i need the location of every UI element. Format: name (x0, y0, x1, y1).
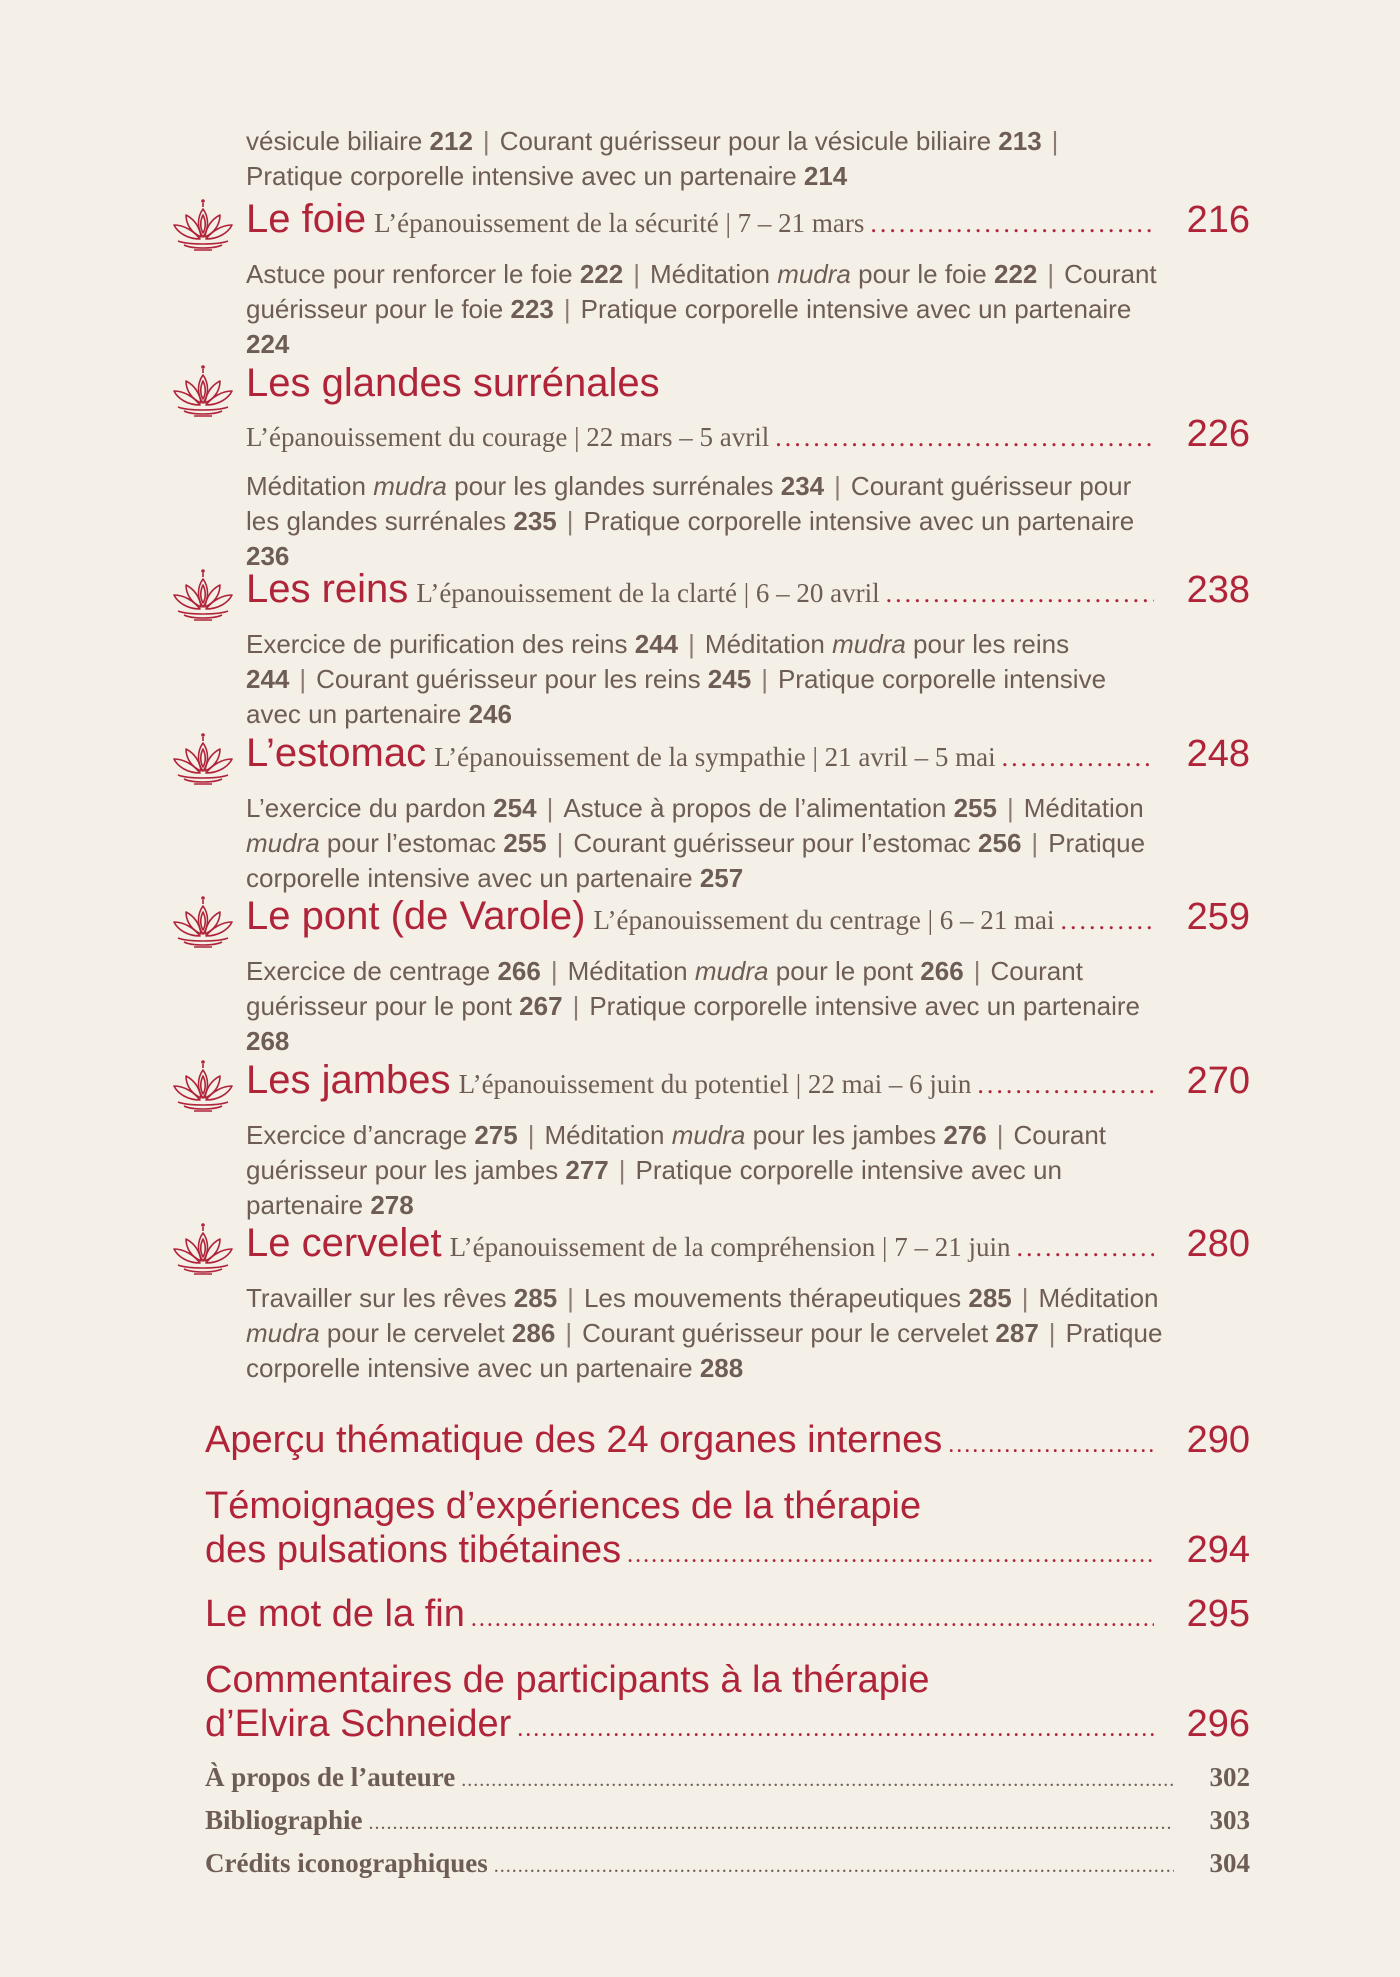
organ-title: Le cervelet (246, 1221, 442, 1265)
detail-italic: mudra (246, 1318, 320, 1348)
detail-page: 285 (513, 1283, 558, 1313)
detail-text: Courant guérisseur pour le foie (246, 259, 1157, 324)
page-number: 304 (1209, 1848, 1250, 1878)
lotus-icon (170, 892, 236, 958)
toc-entry[interactable] (170, 1058, 1250, 1124)
separator: | (550, 956, 558, 986)
organ-title: Le pont (de Varole) (246, 894, 586, 938)
toc-entry[interactable] (170, 361, 1250, 455)
chapter-title: des pulsations tibétaines (205, 1529, 622, 1571)
chapter-title: Le mot de la fin (205, 1593, 465, 1635)
backmatter-entry[interactable] (205, 1762, 1250, 1793)
chapter-title: Commentaires de participants à la thérapie (205, 1659, 930, 1701)
organ-title: Les reins (246, 567, 409, 611)
detail-italic: mudra (777, 259, 851, 289)
page-number: 270 (1186, 1060, 1250, 1102)
detail-text: Exercice de purification des reins (246, 629, 635, 659)
separator: | (1006, 793, 1014, 823)
separator: | (527, 1120, 535, 1150)
chapter-entry[interactable] (205, 1592, 1250, 1641)
backmatter-entry[interactable] (205, 1848, 1250, 1879)
organ-title: L’estomac (246, 731, 427, 775)
backmatter-title: Bibliographie (205, 1805, 363, 1835)
detail-text: pour les jambes (745, 1120, 944, 1150)
toc-entry[interactable] (170, 1221, 1250, 1287)
detail-page: 244 (634, 629, 679, 659)
organ-subtitle: L’épanouissement de la clarté | 6 – 20 avril (416, 578, 880, 608)
detail-page: 276 (943, 1120, 987, 1150)
page-number: 259 (1186, 896, 1250, 938)
intro-continuation (246, 124, 1166, 194)
detail-text: Courant guérisseur pour le pont (246, 956, 1083, 1021)
dot-leader (948, 1423, 1154, 1467)
organ-subtitle: L’épanouissement du courage | 22 mars – 5 avril (246, 422, 770, 452)
detail-page: 246 (468, 699, 512, 729)
dot-leader (775, 423, 1154, 453)
separator: | (633, 259, 640, 289)
detail-text: Courant guérisseur pour l’estomac (573, 828, 979, 858)
detail-italic: mudra (246, 828, 320, 858)
detail-page: 257 (699, 863, 744, 893)
organ-subtitle: L’épanouissement de la sympathie | 21 avril – 5 mai (434, 742, 996, 772)
detail-italic: mudra (671, 1120, 746, 1150)
entry-details (246, 1118, 1166, 1223)
detail-page: 278 (370, 1190, 414, 1220)
organ-title: Le foie (246, 197, 367, 241)
detail-italic: mudra (832, 629, 906, 659)
detail-text: Courant guérisseur pour les reins (316, 664, 708, 694)
separator: | (973, 956, 981, 986)
separator: | (618, 1155, 626, 1185)
organ-title: Les glandes surrénales (246, 361, 660, 405)
page-number: 296 (1186, 1703, 1250, 1745)
separator: | (556, 828, 564, 858)
dot-leader (1016, 1233, 1154, 1263)
detail-page: 266 (920, 956, 964, 986)
backmatter-title: Crédits iconographiques (205, 1848, 488, 1878)
page-number: 226 (1186, 413, 1250, 455)
dot-leader (627, 1533, 1154, 1577)
entry-details (246, 1281, 1166, 1386)
detail-page: 288 (699, 1353, 744, 1383)
detail-page: 254 (493, 793, 537, 823)
dot-leader (1061, 906, 1154, 936)
detail-text: L’exercice du pardon (246, 793, 494, 823)
detail-page: 266 (497, 956, 541, 986)
detail-text: Méditation (567, 956, 695, 986)
page-number: 295 (1186, 1593, 1250, 1635)
lotus-icon (170, 195, 236, 261)
lotus-icon (170, 565, 236, 631)
separator: | (563, 294, 571, 324)
detail-text: Pratique corporelle intensive avec un partenaire (246, 828, 1146, 893)
separator: | (546, 793, 554, 823)
dot-leader (494, 1855, 1174, 1878)
detail-text: Pratique corporelle intensive avec un partenaire (246, 1155, 1062, 1220)
detail-text: pour le pont (768, 956, 921, 986)
entry-details (246, 627, 1166, 732)
detail-text: Méditation (1038, 1283, 1159, 1313)
toc-entry[interactable] (170, 567, 1250, 633)
separator: | (1031, 828, 1039, 858)
separator: | (1021, 1283, 1029, 1313)
page-number: 238 (1186, 569, 1250, 611)
detail-page: 285 (968, 1283, 1012, 1313)
organ-subtitle: L’épanouissement de la compréhension | 7 – 21 juin (449, 1232, 1011, 1262)
organ-title: Les jambes (246, 1058, 451, 1102)
detail-italic: mudra (694, 956, 769, 986)
dot-leader (461, 1769, 1174, 1792)
chapter-entry[interactable] (205, 1658, 1250, 1751)
backmatter-entry[interactable] (205, 1805, 1250, 1836)
detail-page: 235 (513, 506, 557, 536)
detail-text: Courant guérisseur pour les jambes (246, 1120, 1107, 1185)
page-number: 290 (1186, 1419, 1250, 1461)
detail-text: pour les glandes surrénales (446, 471, 781, 501)
detail-text: Les mouvements thérapeutiques (583, 1283, 969, 1313)
detail-page: 236 (246, 541, 290, 571)
separator: | (761, 664, 768, 694)
detail-text: Courant guérisseur pour les glandes surrénales (246, 471, 1132, 536)
entry-details (246, 791, 1166, 896)
separator: | (1051, 126, 1059, 156)
intro-text-2: Pratique corporelle intensive avec un partenaire (246, 161, 804, 191)
intro-text-1: Courant guérisseur pour la vésicule biliaire (499, 126, 999, 156)
detail-text: Astuce pour renforcer le foie (246, 259, 580, 289)
page-number: 216 (1186, 199, 1250, 241)
dot-leader (471, 1597, 1154, 1641)
toc-entry[interactable] (170, 894, 1250, 960)
lotus-icon (170, 1219, 236, 1285)
detail-page: 277 (565, 1155, 609, 1185)
chapter-entry[interactable] (205, 1418, 1250, 1467)
detail-page: 223 (510, 294, 554, 324)
intro-page-2: 214 (803, 161, 848, 191)
separator: | (566, 506, 574, 536)
entry-details (246, 257, 1166, 362)
entry-details (246, 954, 1166, 1059)
lotus-icon (170, 1056, 236, 1122)
lotus-icon (170, 361, 236, 427)
detail-text: pour l’estomac (319, 828, 504, 858)
detail-text: Pratique corporelle intensive avec un partenaire (246, 664, 1107, 729)
detail-page: 255 (953, 793, 997, 823)
detail-page: 234 (780, 471, 825, 501)
organ-subtitle: L’épanouissement du centrage | 6 – 21 mai (593, 905, 1055, 935)
dot-leader (886, 579, 1154, 609)
separator: | (1047, 259, 1055, 289)
detail-text: Exercice d’ancrage (246, 1120, 475, 1150)
detail-text: Pratique corporelle intensive avec un partenaire (583, 506, 1135, 536)
page-number: 303 (1209, 1805, 1250, 1835)
dot-leader (369, 1812, 1174, 1835)
detail-text: Méditation (246, 471, 374, 501)
toc-entry[interactable] (170, 731, 1250, 797)
separator: | (482, 126, 490, 156)
separator: | (1048, 1318, 1056, 1348)
entry-details (246, 469, 1166, 574)
chapter-title: Témoignages d’expériences de la thérapie (205, 1485, 922, 1527)
separator: | (572, 991, 580, 1021)
detail-text: Pratique corporelle intensive avec un partenaire (246, 1318, 1163, 1383)
backmatter-title: À propos de l’auteure (205, 1762, 456, 1792)
detail-page: 222 (993, 259, 1038, 289)
intro-page-0: 212 (429, 126, 473, 156)
dot-leader (870, 209, 1154, 239)
detail-italic: mudra (373, 471, 447, 501)
detail-text: Méditation (650, 259, 778, 289)
page-number: 280 (1186, 1223, 1250, 1265)
detail-page: 287 (995, 1318, 1039, 1348)
detail-page: 245 (707, 664, 752, 694)
detail-page: 224 (246, 329, 290, 359)
separator: | (567, 1283, 574, 1313)
detail-text: pour le foie (850, 259, 994, 289)
page-number: 302 (1209, 1762, 1250, 1792)
separator: | (299, 664, 307, 694)
detail-text: Méditation (1023, 793, 1144, 823)
lotus-icon (170, 729, 236, 795)
dot-leader (517, 1707, 1154, 1751)
detail-text: Pratique corporelle intensive avec un partenaire (580, 294, 1132, 324)
page-number: 248 (1186, 733, 1250, 775)
detail-text: Courant guérisseur pour le cervelet (582, 1318, 996, 1348)
detail-page: 268 (246, 1026, 290, 1056)
detail-page: 256 (978, 828, 1022, 858)
intro-page-1: 213 (998, 126, 1042, 156)
chapter-title: Aperçu thématique des 24 organes internes (205, 1419, 943, 1461)
detail-page: 275 (474, 1120, 518, 1150)
detail-page: 267 (519, 991, 563, 1021)
organ-subtitle: L’épanouissement du potentiel | 22 mai – 6 juin (458, 1069, 972, 1099)
dot-leader (1002, 743, 1154, 773)
detail-text: pour le cervelet (319, 1318, 512, 1348)
detail-page: 222 (579, 259, 624, 289)
detail-page: 244 (246, 664, 290, 694)
detail-text: pour les reins (905, 629, 1070, 659)
organ-subtitle: L’épanouissement de la sécurité | 7 – 21 mars (374, 208, 865, 238)
separator: | (565, 1318, 573, 1348)
detail-page: 255 (503, 828, 547, 858)
detail-text: Travailler sur les rêves (246, 1283, 514, 1313)
toc-entry[interactable] (170, 197, 1250, 263)
chapter-entry[interactable] (205, 1484, 1250, 1577)
separator: | (834, 471, 841, 501)
separator: | (688, 629, 695, 659)
dot-leader (977, 1070, 1154, 1100)
chapter-title: d’Elvira Schneider (205, 1703, 512, 1745)
detail-text: Méditation (704, 629, 833, 659)
detail-text: Exercice de centrage (246, 956, 498, 986)
separator: | (996, 1120, 1004, 1150)
page-number: 294 (1186, 1529, 1250, 1571)
intro-text-0: vésicule biliaire (246, 126, 430, 156)
detail-text: Pratique corporelle intensive avec un partenaire (589, 991, 1140, 1021)
detail-text: Astuce à propos de l’alimentation (563, 793, 954, 823)
detail-page: 286 (511, 1318, 556, 1348)
detail-text: Méditation (544, 1120, 672, 1150)
